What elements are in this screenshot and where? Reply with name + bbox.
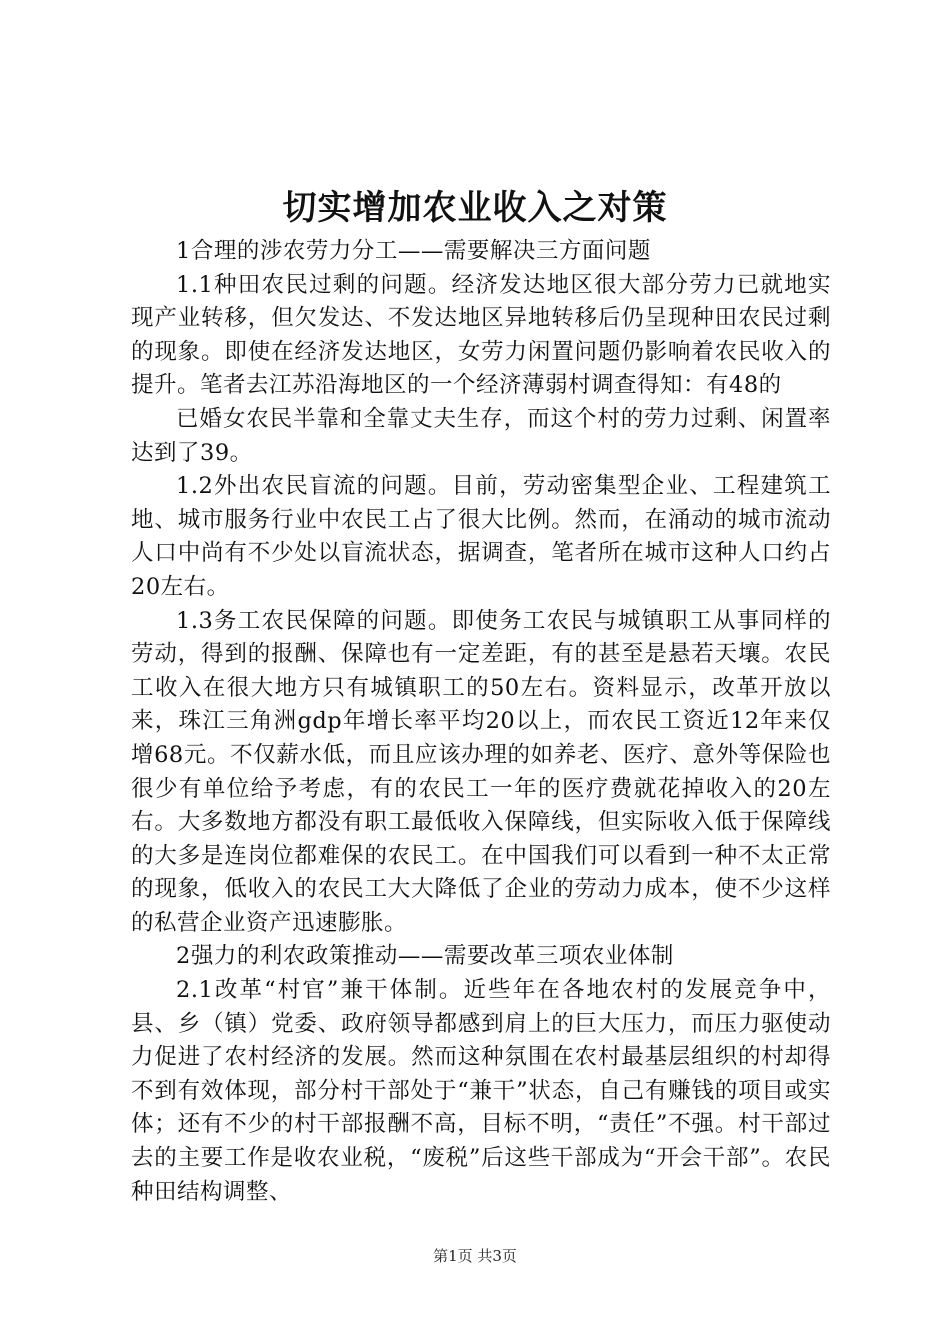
section-heading: 1合理的涉农劳力分工——需要解决三方面问题	[176, 238, 651, 264]
paragraph: 已婚女农民半靠和全靠丈夫生存，而这个村的劳力过剩、闲置率达到了39。	[131, 405, 831, 466]
paragraph: 1.3务工农民保障的问题。即使务工农民与城镇职工从事同样的劳动，得到的报酬、保障也有一定差距，有的甚至是悬若天壤。农民工收入在很大地方只有城镇职工的50左右。资料显示，改革开放以来，珠江三角洲gdp年增长率平均20以上，而农民工资近12年来仅增68元。不仅薪水低，而且应该办理的如养老、医疗、意外等保险也很少有单位给予考虑，有的农民工一年的医疗费就花掉收入的20左右。大多数地方都没有职工最低收入保障线，但实际收入低于保障线的大多是连岗位都难保的农民工。在中国我们可以看到一种不太正常的现象，低收入的农民工大大降低了企业的劳动力成本，使不少这样的私营企业资产迅速膨胀。	[131, 607, 831, 936]
document-title: 切实增加农业收入之对策	[282, 188, 668, 228]
section-heading: 2强力的利农政策推动——需要改革三项农业体制	[176, 943, 674, 970]
document-body	[131, 235, 831, 1209]
paragraph: 1.2外出农民盲流的问题。目前，劳动密集型企业、工程建筑工地、城市服务行业中农民工占了很大比例。然而，在涌动的城市流动人口中尚有不少处以盲流状态，据调查，笔者所在城市这种人口约占20左右。	[131, 473, 831, 600]
paragraph: 1.1种田农民过剩的问题。经济发达地区很大部分劳力已就地实现产业转移，但欠发达、不发达地区异地转移后仍呈现种田农民过剩的现象。即使在经济发达地区，女劳力闲置问题仍影响着农民收入的提升。笔者去江苏沿海地区的一个经济薄弱村调查得知：有48的	[131, 271, 831, 399]
paragraph: 2.1改革“村官”兼干体制。近些年在各地农村的发展竞争中，县、乡（镇）党委、政府领导都感到肩上的巨大压力，而压力驱使动力促进了农村经济的发展。然而这种氛围在农村最基层组织的村却得不到有效体现，部分村干部处于“兼干”状态，自己有赚钱的项目或实体；还有不少的村干部报酬不高，目标不明，“责任”不强。村干部过去的主要工作是收农业税，“废税”后这些干部成为“开会干部”。农民种田结构调整、	[131, 977, 831, 1205]
page-footer: 第1页 共3页	[433, 1247, 517, 1265]
